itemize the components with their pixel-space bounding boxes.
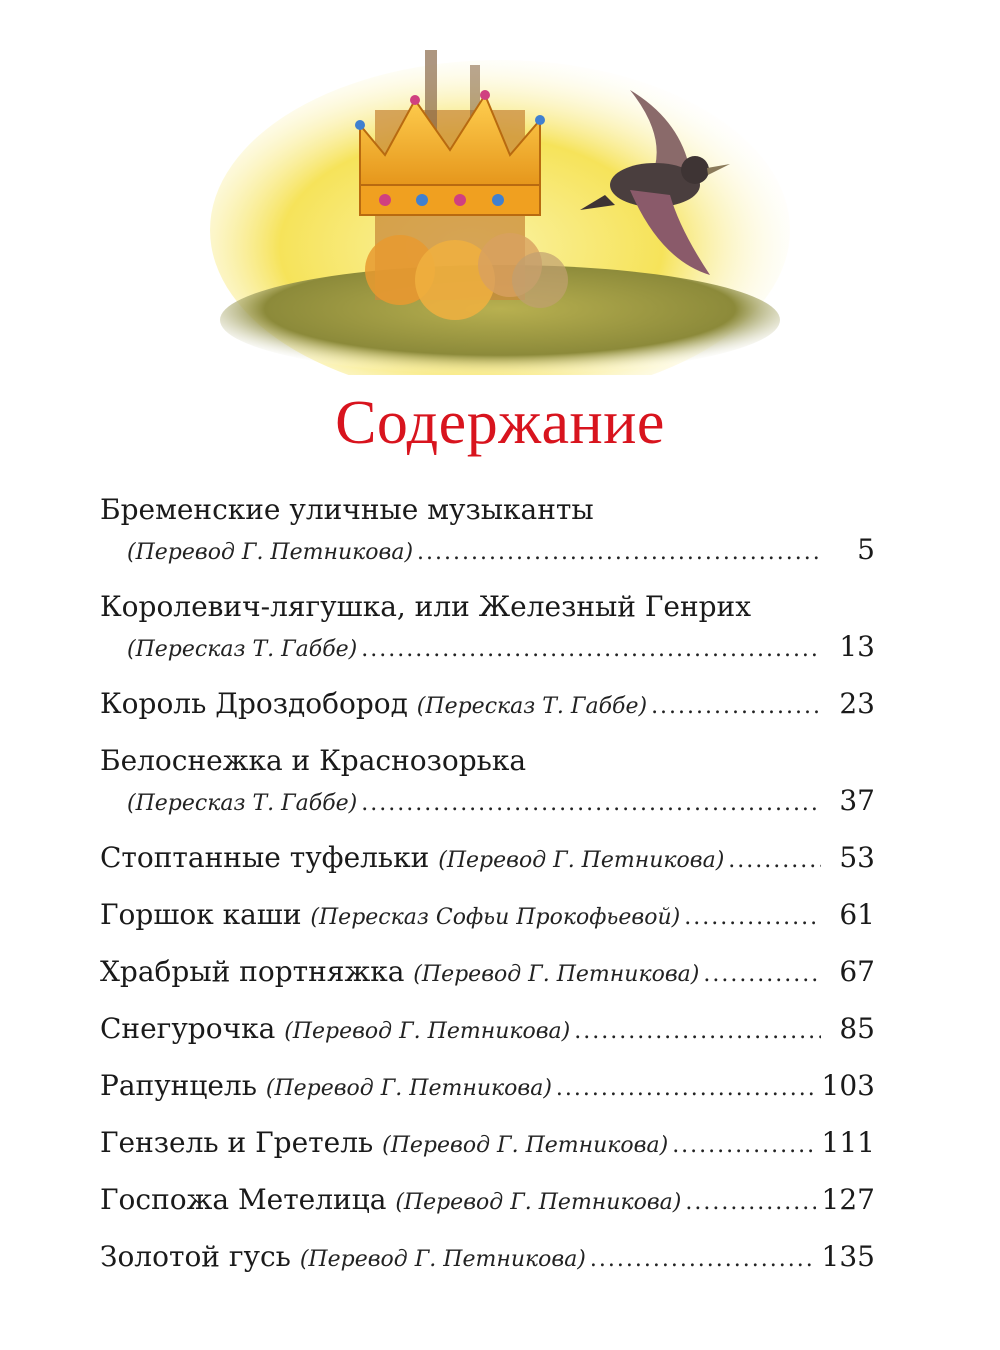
leader-dots — [672, 1126, 815, 1166]
entry-title: Горшок каши — [100, 898, 302, 931]
entry-translator: (Пересказ Т. Габбе) — [127, 637, 358, 662]
leader-dots — [703, 955, 821, 995]
entry-page-number: 13 — [839, 630, 875, 663]
entry-page-number: 85 — [839, 1012, 875, 1045]
leader-dots — [361, 784, 821, 824]
entry-page-number: 103 — [821, 1069, 875, 1102]
entry-page-number: 67 — [839, 955, 875, 988]
entry-page-number: 23 — [839, 687, 875, 720]
entry-title: Бременские уличные музыканты — [100, 493, 594, 526]
page-title: Содержание — [335, 389, 665, 457]
leader-dots — [361, 630, 821, 670]
toc-entry[interactable] — [100, 838, 875, 881]
table-of-contents — [100, 490, 875, 1294]
entry-title: Гензель и Гретель — [100, 1126, 374, 1159]
leader-dots — [574, 1012, 821, 1052]
entry-title: Золотой гусь — [100, 1240, 291, 1273]
toc-entry[interactable] — [100, 1237, 875, 1280]
entry-translator: (Перевод Г. Петникова) — [395, 1190, 682, 1215]
entry-title: Храбрый портняжка — [100, 955, 405, 988]
entry-page-number: 135 — [821, 1240, 875, 1273]
entry-translator: (Перевод Г. Петникова) — [127, 540, 414, 565]
entry-page-number: 127 — [821, 1183, 875, 1216]
leader-dots — [590, 1240, 816, 1280]
entry-title: Белоснежка и Краснозорька — [100, 744, 527, 777]
entry-translator: (Перевод Г. Петникова) — [299, 1247, 586, 1272]
crown-and-starling-illustration — [210, 30, 790, 375]
toc-entry[interactable] — [100, 895, 875, 938]
entry-translator: (Перевод Г. Петникова) — [382, 1133, 669, 1158]
entry-translator: (Пересказ Софьи Прокофьевой) — [310, 905, 681, 930]
entry-title: Стоптанные туфельки — [100, 841, 430, 874]
toc-entry[interactable] — [100, 1009, 875, 1052]
leader-dots — [651, 687, 821, 727]
entry-page-number: 5 — [857, 533, 875, 566]
entry-page-number: 61 — [839, 898, 875, 931]
entry-page-number: 53 — [839, 841, 875, 874]
toc-entry[interactable] — [100, 684, 875, 727]
entry-title: Рапунцель — [100, 1069, 257, 1102]
toc-entry[interactable] — [100, 741, 875, 824]
toc-entry[interactable] — [100, 1180, 875, 1223]
entry-translator: (Пересказ Т. Габбе) — [127, 791, 358, 816]
entry-translator: (Перевод Г. Петникова) — [413, 962, 700, 987]
entry-title: Королевич-лягушка, или Железный Генрих — [100, 590, 752, 623]
leader-dots — [685, 1183, 815, 1223]
leader-dots — [728, 841, 821, 881]
entry-title: Король Дроздобород — [100, 687, 408, 720]
entry-translator: (Перевод Г. Петникова) — [284, 1019, 571, 1044]
toc-entry[interactable] — [100, 587, 875, 670]
entry-page-number: 37 — [839, 784, 875, 817]
entry-translator: (Пересказ Т. Габбе) — [416, 694, 648, 719]
entry-translator: (Перевод Г. Петникова) — [438, 848, 725, 873]
leader-dots — [684, 898, 821, 938]
entry-title: Госпожа Метелица — [100, 1183, 387, 1216]
toc-entry[interactable] — [100, 490, 875, 573]
leader-dots — [556, 1069, 816, 1109]
toc-entry[interactable] — [100, 952, 875, 995]
toc-entry[interactable] — [100, 1066, 875, 1109]
entry-translator: (Перевод Г. Петникова) — [265, 1076, 552, 1101]
entry-title: Снегурочка — [100, 1012, 276, 1045]
entry-page-number: 111 — [821, 1126, 875, 1159]
leader-dots — [417, 533, 821, 573]
toc-entry[interactable] — [100, 1123, 875, 1166]
